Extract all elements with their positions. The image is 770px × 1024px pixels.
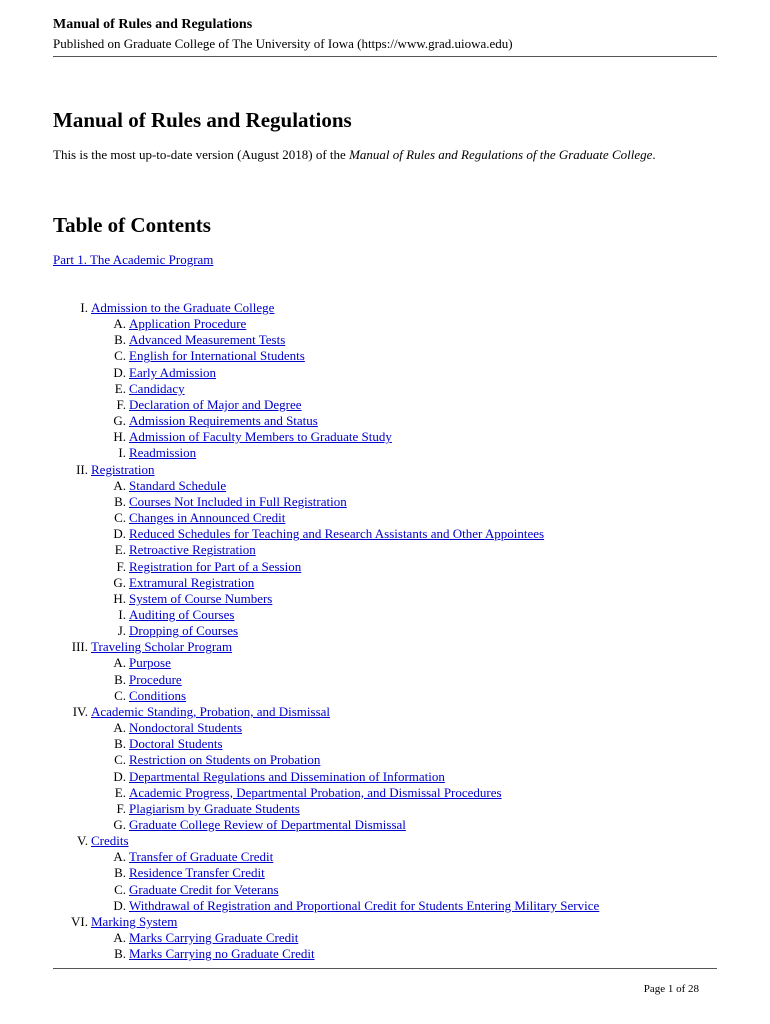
toc-item-link[interactable]: Registration [91, 461, 155, 477]
toc-item-number: III. [71, 639, 88, 655]
toc-item-number: A. [113, 720, 126, 736]
toc-subsection-item [0, 801, 770, 817]
toc-item-number: II. [76, 461, 88, 477]
toc-item-link[interactable]: Academic Progress, Departmental Probation, and Dismissal Procedures [129, 784, 502, 800]
toc-item-link[interactable]: English for International Students [129, 348, 305, 364]
toc-item-number: H. [113, 429, 126, 445]
toc-item-number: A. [113, 930, 126, 946]
toc-subsection-item [0, 607, 770, 623]
toc-item-number: C. [114, 510, 126, 526]
toc-subsection-item [0, 865, 770, 881]
toc-item-number: G. [113, 413, 126, 429]
toc-subsection-item [0, 445, 770, 461]
toc-item-number: H. [113, 590, 126, 606]
toc-subsection-item [0, 542, 770, 558]
toc-subsection-item [0, 397, 770, 413]
toc-item-number: C. [114, 881, 126, 897]
toc-item-number: G. [113, 574, 126, 590]
intro-paragraph [53, 146, 656, 164]
toc-item-link[interactable]: Marks Carrying no Graduate Credit [129, 946, 315, 962]
toc-subsection-item [0, 526, 770, 542]
header-subtitle: Published on Graduate College of The University of Iowa (https://www.grad.uiowa.edu) [53, 36, 513, 51]
toc-subsection-item [0, 882, 770, 898]
toc-item-link[interactable]: Candidacy [129, 380, 185, 396]
toc-subsection-item [0, 849, 770, 865]
toc-item-link[interactable]: Declaration of Major and Degree [129, 396, 302, 412]
toc-subsection-item [0, 688, 770, 704]
toc-subsection-item [0, 736, 770, 752]
toc-item-link[interactable]: Withdrawal of Registration and Proportional Credit for Students Entering Military Service [129, 897, 600, 913]
toc-subsection-item [0, 817, 770, 833]
toc-item-link[interactable]: Advanced Measurement Tests [129, 332, 286, 348]
part-1-link[interactable]: Part 1. The Academic Program [53, 252, 214, 267]
toc-subsection-item [0, 752, 770, 768]
toc-item-link[interactable]: System of Course Numbers [129, 590, 273, 606]
toc-item-number: A. [113, 849, 126, 865]
toc-item-number: B. [114, 946, 126, 962]
toc-item-link[interactable]: Credits [91, 833, 129, 849]
toc-item-number: F. [116, 396, 126, 412]
toc-subsection-item [0, 559, 770, 575]
toc-subsection-item [0, 413, 770, 429]
toc-item-link[interactable]: Admission Requirements and Status [129, 413, 318, 429]
toc-item-number: IV. [72, 703, 88, 719]
toc-item-link[interactable]: Nondoctoral Students [129, 720, 243, 736]
toc-item-link[interactable]: Retroactive Registration [129, 542, 256, 558]
toc-item-link[interactable]: Admission of Faculty Members to Graduate Study [129, 429, 392, 445]
toc-subsection-item [0, 478, 770, 494]
toc-item-link[interactable]: Admission to the Graduate College [91, 300, 275, 315]
toc-item-link[interactable]: Departmental Regulations and Dissemination of Information [129, 768, 445, 784]
toc-item-number: E. [114, 784, 126, 800]
toc-item-number: C. [114, 687, 126, 703]
toc-subsection-item [0, 623, 770, 639]
toc-subsection-item [0, 381, 770, 397]
toc-item-number: E. [114, 380, 126, 396]
toc-item-number: F. [116, 558, 126, 574]
toc-item-link[interactable]: Extramural Registration [129, 574, 255, 590]
toc-item-link[interactable]: Marking System [91, 913, 178, 929]
toc-item-link[interactable]: Academic Standing, Probation, and Dismissal [91, 703, 331, 719]
toc-subsection-item [0, 591, 770, 607]
header-divider [53, 56, 717, 57]
toc-item-link[interactable]: Registration for Part of a Session [129, 558, 302, 574]
toc-subsection-item [0, 946, 770, 962]
toc-subsection-item [0, 655, 770, 671]
toc-item-number: VI. [71, 913, 88, 929]
toc-item-number: F. [116, 800, 126, 816]
toc-item-link[interactable]: Courses Not Included in Full Registration [129, 493, 347, 509]
toc-item-number: A. [113, 655, 126, 671]
toc-item-link[interactable]: Procedure [129, 671, 182, 687]
toc-item-number: B. [114, 736, 126, 752]
toc-item-number: B. [114, 332, 126, 348]
toc-item-number: E. [114, 542, 126, 558]
page-header [53, 16, 717, 53]
toc-item-link[interactable]: Application Procedure [129, 316, 247, 332]
toc-subsection-item [0, 316, 770, 332]
toc-item-number: J. [117, 623, 126, 639]
toc-item-link[interactable]: Conditions [129, 687, 187, 703]
toc-item-link[interactable]: Plagiarism by Graduate Students [129, 800, 300, 816]
toc-item-link[interactable]: Dropping of Courses [129, 623, 239, 639]
toc-subsection-item [0, 575, 770, 591]
toc-subsection-item [0, 510, 770, 526]
toc-subsection-item [0, 720, 770, 736]
toc-subsection-item [0, 348, 770, 364]
toc-subsection-item [0, 898, 770, 914]
toc-item-link[interactable]: Readmission [129, 445, 197, 461]
toc-item-link[interactable]: Graduate College Review of Departmental Dismissal [129, 817, 406, 832]
toc-item-link[interactable]: Reduced Schedules for Teaching and Research Assistants and Other Appointees [129, 526, 545, 542]
toc-item-link[interactable]: Auditing of Courses [129, 606, 235, 622]
toc-item-number: D. [113, 768, 126, 784]
toc-item-link[interactable]: Transfer of Graduate Credit [129, 849, 274, 865]
toc-item-link[interactable]: Marks Carrying Graduate Credit [129, 930, 299, 946]
toc-item-number: C. [114, 752, 126, 768]
toc-section-item [0, 914, 770, 930]
page-number: Page 1 of 28 [643, 983, 699, 995]
toc-item-link[interactable]: Residence Transfer Credit [129, 865, 265, 881]
document-title: Manual of Rules and Regulations [53, 108, 352, 132]
toc-section-item [0, 462, 770, 478]
toc-item-number: B. [114, 671, 126, 687]
toc-item-link[interactable]: Purpose [129, 655, 171, 671]
toc-section-item [0, 639, 770, 655]
toc-item-number: D. [113, 897, 126, 913]
toc-item-number: C. [114, 348, 126, 364]
toc-item-link[interactable]: Early Admission [129, 364, 217, 380]
toc-subsection-item [0, 494, 770, 510]
header-title: Manual of Rules and Regulations [53, 17, 253, 32]
toc-item-number: I. [80, 300, 88, 315]
toc-subsection-item [0, 429, 770, 445]
toc-item-number: B. [114, 865, 126, 881]
toc-subsection-item [0, 365, 770, 381]
toc-item-number: A. [113, 316, 126, 332]
table-of-contents [0, 300, 770, 962]
intro-manual-title: Manual of Rules and Regulations of the Graduate College [349, 147, 653, 162]
toc-item-link[interactable]: Traveling Scholar Program [91, 639, 233, 655]
toc-item-number: V. [77, 833, 88, 849]
toc-subsection-item [0, 769, 770, 785]
toc-subsection-item [0, 785, 770, 801]
toc-subsection-item [0, 332, 770, 348]
toc-item-link[interactable]: Restriction on Students on Probation [129, 752, 321, 768]
toc-item-number: I. [118, 445, 126, 461]
toc-subsection-item [0, 930, 770, 946]
toc-item-number: D. [113, 526, 126, 542]
intro-prefix: This is the most up-to-date version (August 2018) of the [53, 147, 350, 162]
toc-item-number: I. [118, 606, 126, 622]
toc-section-item [0, 833, 770, 849]
toc-item-number: A. [113, 477, 126, 493]
footer-divider [53, 968, 717, 969]
toc-item-number: G. [113, 817, 126, 832]
toc-item-link[interactable]: Changes in Announced Credit [129, 510, 286, 526]
toc-heading: Table of Contents [53, 213, 211, 237]
toc-item-number: B. [114, 493, 126, 509]
toc-item-link[interactable]: Doctoral Students [129, 736, 223, 752]
toc-item-link[interactable]: Standard Schedule [129, 477, 227, 493]
toc-subsection-item [0, 672, 770, 688]
intro-suffix: . [652, 147, 656, 162]
toc-section-item [0, 300, 770, 316]
toc-item-number: D. [113, 364, 126, 380]
toc-section-item [0, 704, 770, 720]
toc-item-link[interactable]: Graduate Credit for Veterans [129, 881, 279, 897]
